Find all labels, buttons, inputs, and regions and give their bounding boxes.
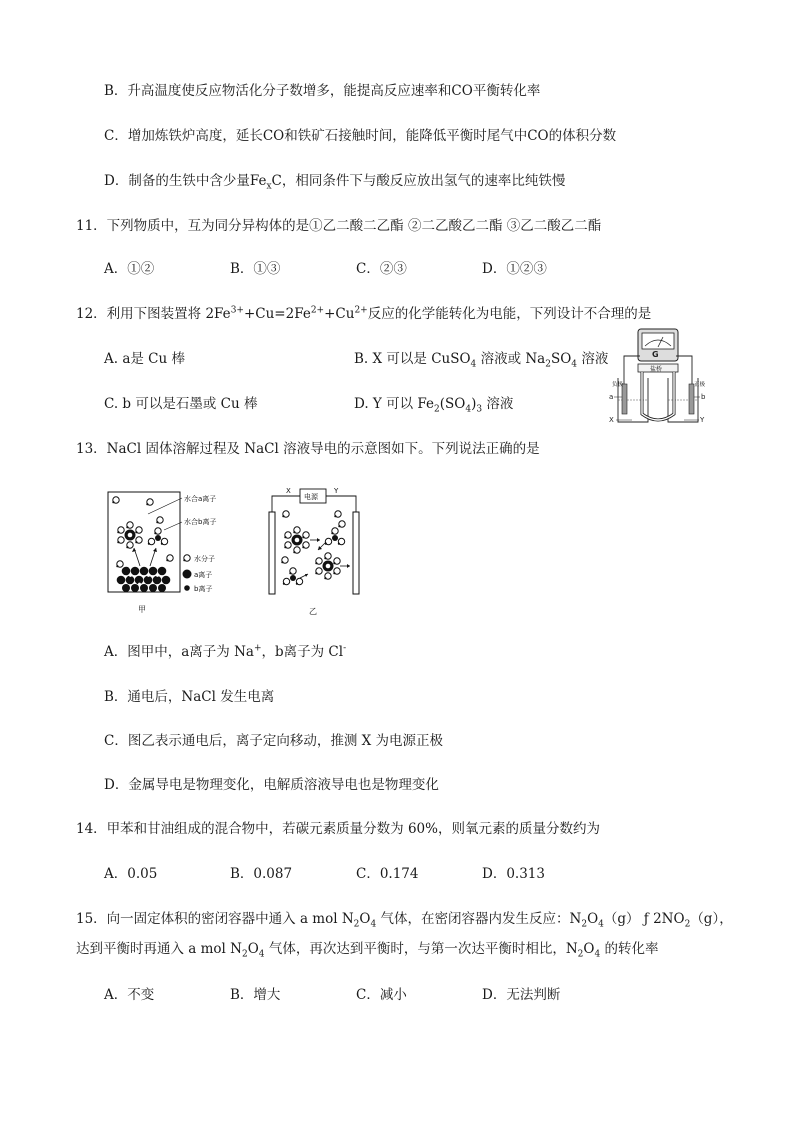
q11-options <box>104 260 704 278</box>
q10-option-c: C．增加炼铁炉高度，延长CO和铁矿石接触时间，能降低平衡时尾气中CO的体积分数 <box>104 128 617 144</box>
q13-option-d: D．金属导电是物理变化，电解质溶液导电也是物理变化 <box>104 777 439 793</box>
power-source-label: 电源 <box>304 493 318 501</box>
q14-stem: 14．甲苯和甘油组成的混合物中，若碳元素质量分数为 60%，则氧元素的质量分数约为 <box>76 821 600 837</box>
q13-stem: 13．NaCl 固体溶解过程及 NaCl 溶液导电的示意图如下。下列说法正确的是 <box>76 441 540 457</box>
galvanometer-icon <box>638 329 678 361</box>
q11-option-c: C．②③ <box>356 261 407 277</box>
q15-option-d: D．无法判断 <box>482 987 561 1003</box>
q15-options <box>104 986 704 1004</box>
q15-stem-line1: 15．向一固定体积的密闭容器中通入 a mol $N_2O_4$ 气体，在密闭容器内发生反应：$N_2O_4(g)$ ƒ $2NO_2(g)$， <box>76 911 733 930</box>
q13-option-b: B．通电后，NaCl 发生电离 <box>104 689 275 705</box>
q12-option-a: A. a是 Cu 棒 <box>104 351 185 367</box>
figure-yi-electrolysis <box>269 487 359 594</box>
q14-option-a: A．0.05 <box>104 866 158 882</box>
figure-jia-beaker <box>108 492 182 592</box>
q12-galvanic-cell-figure <box>608 326 708 430</box>
q15-option-b: B．增大 <box>230 987 281 1003</box>
galvanometer-label: G <box>652 350 659 359</box>
q13-option-a: A．图甲中，a离子为 Na+，b离子为 Cl- <box>104 643 347 660</box>
q12-stem: 12．利用下图装置将 $2Fe^{3+}+Cu=2Fe^{2+}+Cu^{2+}$反应的化学能转化为电能，下列设计不合理的是 <box>76 305 652 322</box>
q15-stem-line2: 达到平衡时再通入 a mol $N_2O_4$ 气体，再次达到平衡时，与第一次达平衡时相比，$N_2O_4$ 的转化率 <box>76 941 659 960</box>
label-y: Y <box>700 416 705 424</box>
legend-hydrated-b: 水合b离子 <box>184 518 217 526</box>
q12-option-c: C. b 可以是石墨或 Cu 棒 <box>104 396 258 412</box>
q15-option-a: A．不变 <box>104 987 155 1003</box>
q11-option-b: B．①③ <box>230 261 281 277</box>
q11-option-d: D．①②③ <box>482 261 547 277</box>
yi-label-x: X <box>286 487 291 495</box>
label-a: a <box>609 393 614 401</box>
label-b: b <box>701 393 706 401</box>
yi-label-y: Y <box>334 487 339 495</box>
positive-electrode-label: 正极 <box>694 382 706 388</box>
q10-option-b: B．升高温度使反应物活化分子数增多，能提高反应速率和CO平衡转化率 <box>104 83 541 99</box>
caption-jia: 甲 <box>138 605 146 614</box>
negative-electrode-label: 负极 <box>612 382 624 388</box>
q14-option-b: B．0.087 <box>230 866 293 882</box>
q12-option-b: B. X 可以是 CuSO$_4$ 溶液或 $Na_2SO_4$ 溶液 <box>354 351 609 370</box>
label-x: X <box>609 416 614 424</box>
q15-option-c: C．减小 <box>356 987 407 1003</box>
q11-stem: 11．下列物质中，互为同分异构体的是①乙二酸二乙酯 ②二乙酸乙二酯 ③乙二酸乙二酯 <box>76 218 602 234</box>
q12-option-d: D. Y 可以 $Fe_2(SO_4)_3$ 溶液 <box>354 396 514 415</box>
q11-option-a: A．①② <box>104 261 155 277</box>
legend-hydrated-a: 水合a离子 <box>184 495 217 503</box>
salt-bridge-label: 盐桥 <box>650 366 663 373</box>
q14-options <box>104 865 704 883</box>
legend-water: 水分子 <box>194 555 215 563</box>
q14-option-d: D．0.313 <box>482 866 545 882</box>
legend-b-ion: b离子 <box>194 585 213 593</box>
q13-option-c: C．图乙表示通电后，离子定向移动，推测 X 为电源正极 <box>104 733 444 749</box>
q10-option-d: D．制备的生铁中含少量$Fe_xC$，相同条件下与酸反应放出氢气的速率比纯铁慢 <box>104 173 566 192</box>
q13-nacl-figure <box>100 480 380 620</box>
caption-yi: 乙 <box>309 607 317 616</box>
q14-option-c: C．0.174 <box>356 866 419 882</box>
legend-a-ion: a离子 <box>194 571 213 579</box>
